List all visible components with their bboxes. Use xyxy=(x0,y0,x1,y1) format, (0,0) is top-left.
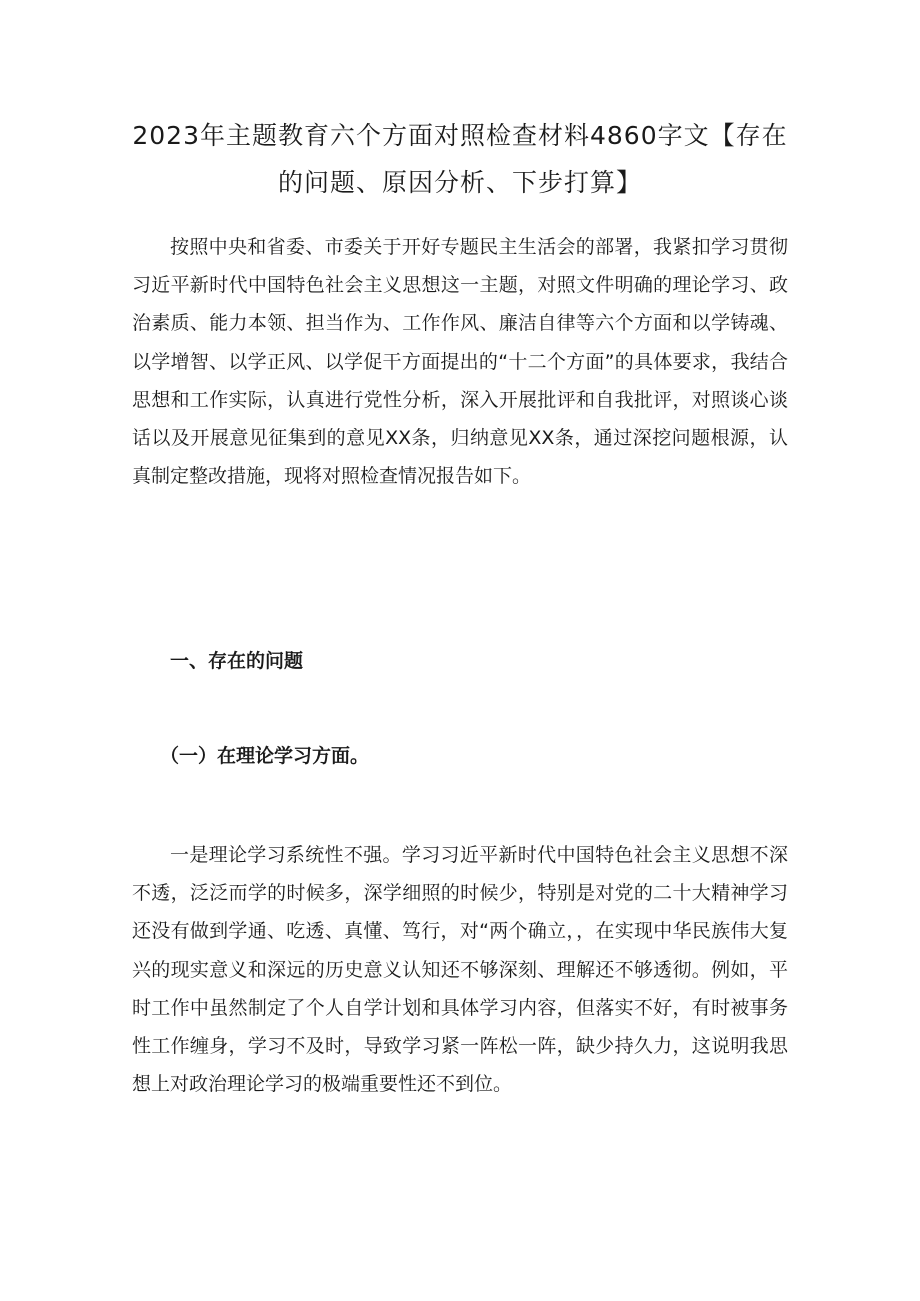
document-title: 2023年主题教育六个方面对照检查材料4860字文【存在的问题、原因分析、下步打算】 xyxy=(132,121,788,197)
section-heading-problems: 一、存在的问题 xyxy=(170,650,304,672)
theory-study-paragraph: 一是理论学习系统性不强。学习习近平新时代中国特色社会主义思想不深不透，泛泛而学的时候多，深学细照的时候少，特别是对党的二十大精神学习还没有做到学通、吃透、真懂、笃行，对“两个确立，，在实现中华民族伟大复兴的现实意义和深远的历史意义认知还不够深刻、理解还不够透彻。例如，平时工作中虽然制定了个人自学计划和具体学习内容，但落实不好，有时被事务性工作缠身，学习不及时，导致学习紧一阵松一阵，缺少持久力，这说明我思想上对政治理论学习的极端重要性还不到位。 xyxy=(132,844,788,1096)
subsection-heading-theory-study: （一）在理论学习方面。 xyxy=(160,745,370,767)
intro-paragraph: 按照中央和省委、市委关于开好专题民主生活会的部署，我紧扣学习贯彻习近平新时代中国特色社会主义思想这一主题，对照文件明确的理论学习、政治素质、能力本领、担当作为、工作作风、廉洁自律等六个方面和以学铸魂、以学增智、以学正风、以学促干方面提出的“十二个方面”的具体要求，我结合思想和工作实际，认真进行党性分析，深入开展批评和自我批评，对照谈心谈话以及开展意见征集到的意见XX条，归纳意见XX条，通过深挖问题根源，认真制定整改措施，现将对照检查情况报告如下。 xyxy=(132,236,788,488)
